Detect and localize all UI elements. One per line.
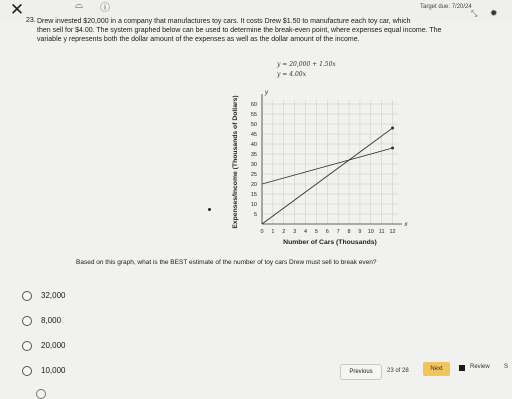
- x-axis-title: Number of Cars (Thousands): [283, 239, 377, 246]
- bookmark-icon[interactable]: ⌓: [75, 0, 83, 11]
- radio-button[interactable]: [22, 341, 32, 351]
- y-axis-title: Expenses/Income (Thousands of Dollars): [232, 95, 239, 229]
- review-flag-icon[interactable]: [459, 365, 465, 371]
- accessibility-icon[interactable]: [36, 389, 46, 399]
- question-text: [37, 17, 507, 44]
- y-tick-label: 60: [250, 102, 257, 108]
- settings-icon[interactable]: ✹: [490, 8, 498, 18]
- equation-expenses: y = 20,000 + 1.50x: [277, 61, 336, 68]
- radio-button[interactable]: [22, 316, 32, 326]
- y-tick-label: 40: [250, 142, 257, 148]
- review-button[interactable]: Review: [470, 364, 490, 370]
- edge-text: S: [504, 364, 509, 370]
- x-tick-label: 4: [303, 229, 308, 235]
- x-tick-label: 7: [336, 229, 340, 235]
- choice-d[interactable]: [22, 364, 142, 378]
- radio-button[interactable]: [22, 291, 32, 301]
- choice-label: 20,000: [41, 341, 66, 350]
- previous-button[interactable]: Previous: [340, 364, 382, 380]
- question-line: Drew invested $20,000 in a company that manufactures toy cars. It costs Drew $1.50 to manufacture each toy car, which: [37, 18, 411, 25]
- y-tick-label: 10: [250, 202, 257, 208]
- equation-income: y = 4.00x: [277, 71, 306, 78]
- x-tick-label: 9: [358, 229, 362, 235]
- close-icon[interactable]: ✕: [9, 0, 25, 19]
- question-line: then sell for $4.00. The system graphed below can be used to determine the break-even point, where expenses equal income. The: [37, 27, 442, 34]
- x-tick-label: 12: [389, 229, 396, 235]
- expand-icon[interactable]: ⤡: [471, 9, 478, 18]
- break-even-graph: [225, 84, 408, 259]
- y-axis-letter: y: [265, 90, 268, 96]
- target-due-text: Target due: 7/20/24: [420, 4, 472, 10]
- x-tick-label: 11: [378, 229, 385, 235]
- y-tick-label: 50: [250, 122, 257, 128]
- choice-label: 10,000: [41, 366, 66, 375]
- x-tick-label: 3: [293, 229, 297, 235]
- y-tick-label: 20: [250, 182, 257, 188]
- choice-c[interactable]: [22, 339, 142, 353]
- question-counter: 23 of 28: [387, 368, 409, 374]
- series-endpoint: [391, 147, 394, 150]
- x-tick-label: 8: [347, 229, 351, 235]
- y-tick-label: 25: [250, 172, 257, 178]
- dot-mark: [208, 208, 211, 211]
- info-icon[interactable]: ⓘ: [100, 3, 110, 14]
- y-tick-label: 15: [250, 192, 257, 198]
- series-endpoint: [391, 127, 394, 130]
- y-tick-label: 45: [250, 132, 257, 138]
- next-button[interactable]: Next: [423, 362, 450, 376]
- choice-label: 32,000: [41, 291, 66, 300]
- y-tick-label: 35: [250, 152, 257, 158]
- choice-a[interactable]: [22, 289, 142, 303]
- x-tick-label: 5: [314, 229, 318, 235]
- question-number: 23.: [26, 17, 36, 24]
- y-tick-label: 30: [250, 162, 257, 168]
- x-tick-label: 1: [271, 229, 275, 235]
- question-line: variable y represents both the dollar amount of the expenses as well as the dollar amount of the income.: [37, 36, 360, 43]
- choice-label: 8,000: [41, 316, 62, 325]
- x-tick-label: 0: [260, 229, 264, 235]
- x-tick-label: 10: [367, 229, 374, 235]
- y-tick-label: 5: [253, 212, 257, 218]
- x-axis-letter: x: [404, 222, 408, 228]
- choice-b[interactable]: [22, 314, 142, 328]
- radio-button[interactable]: [22, 366, 32, 376]
- x-tick-label: 2: [282, 229, 286, 235]
- question-prompt: Based on this graph, what is the BEST estimate of the number of toy cars Drew must sell to break even?: [76, 259, 377, 266]
- x-tick-label: 6: [325, 229, 329, 235]
- y-tick-label: 55: [250, 112, 257, 118]
- chart-svg: [225, 84, 408, 254]
